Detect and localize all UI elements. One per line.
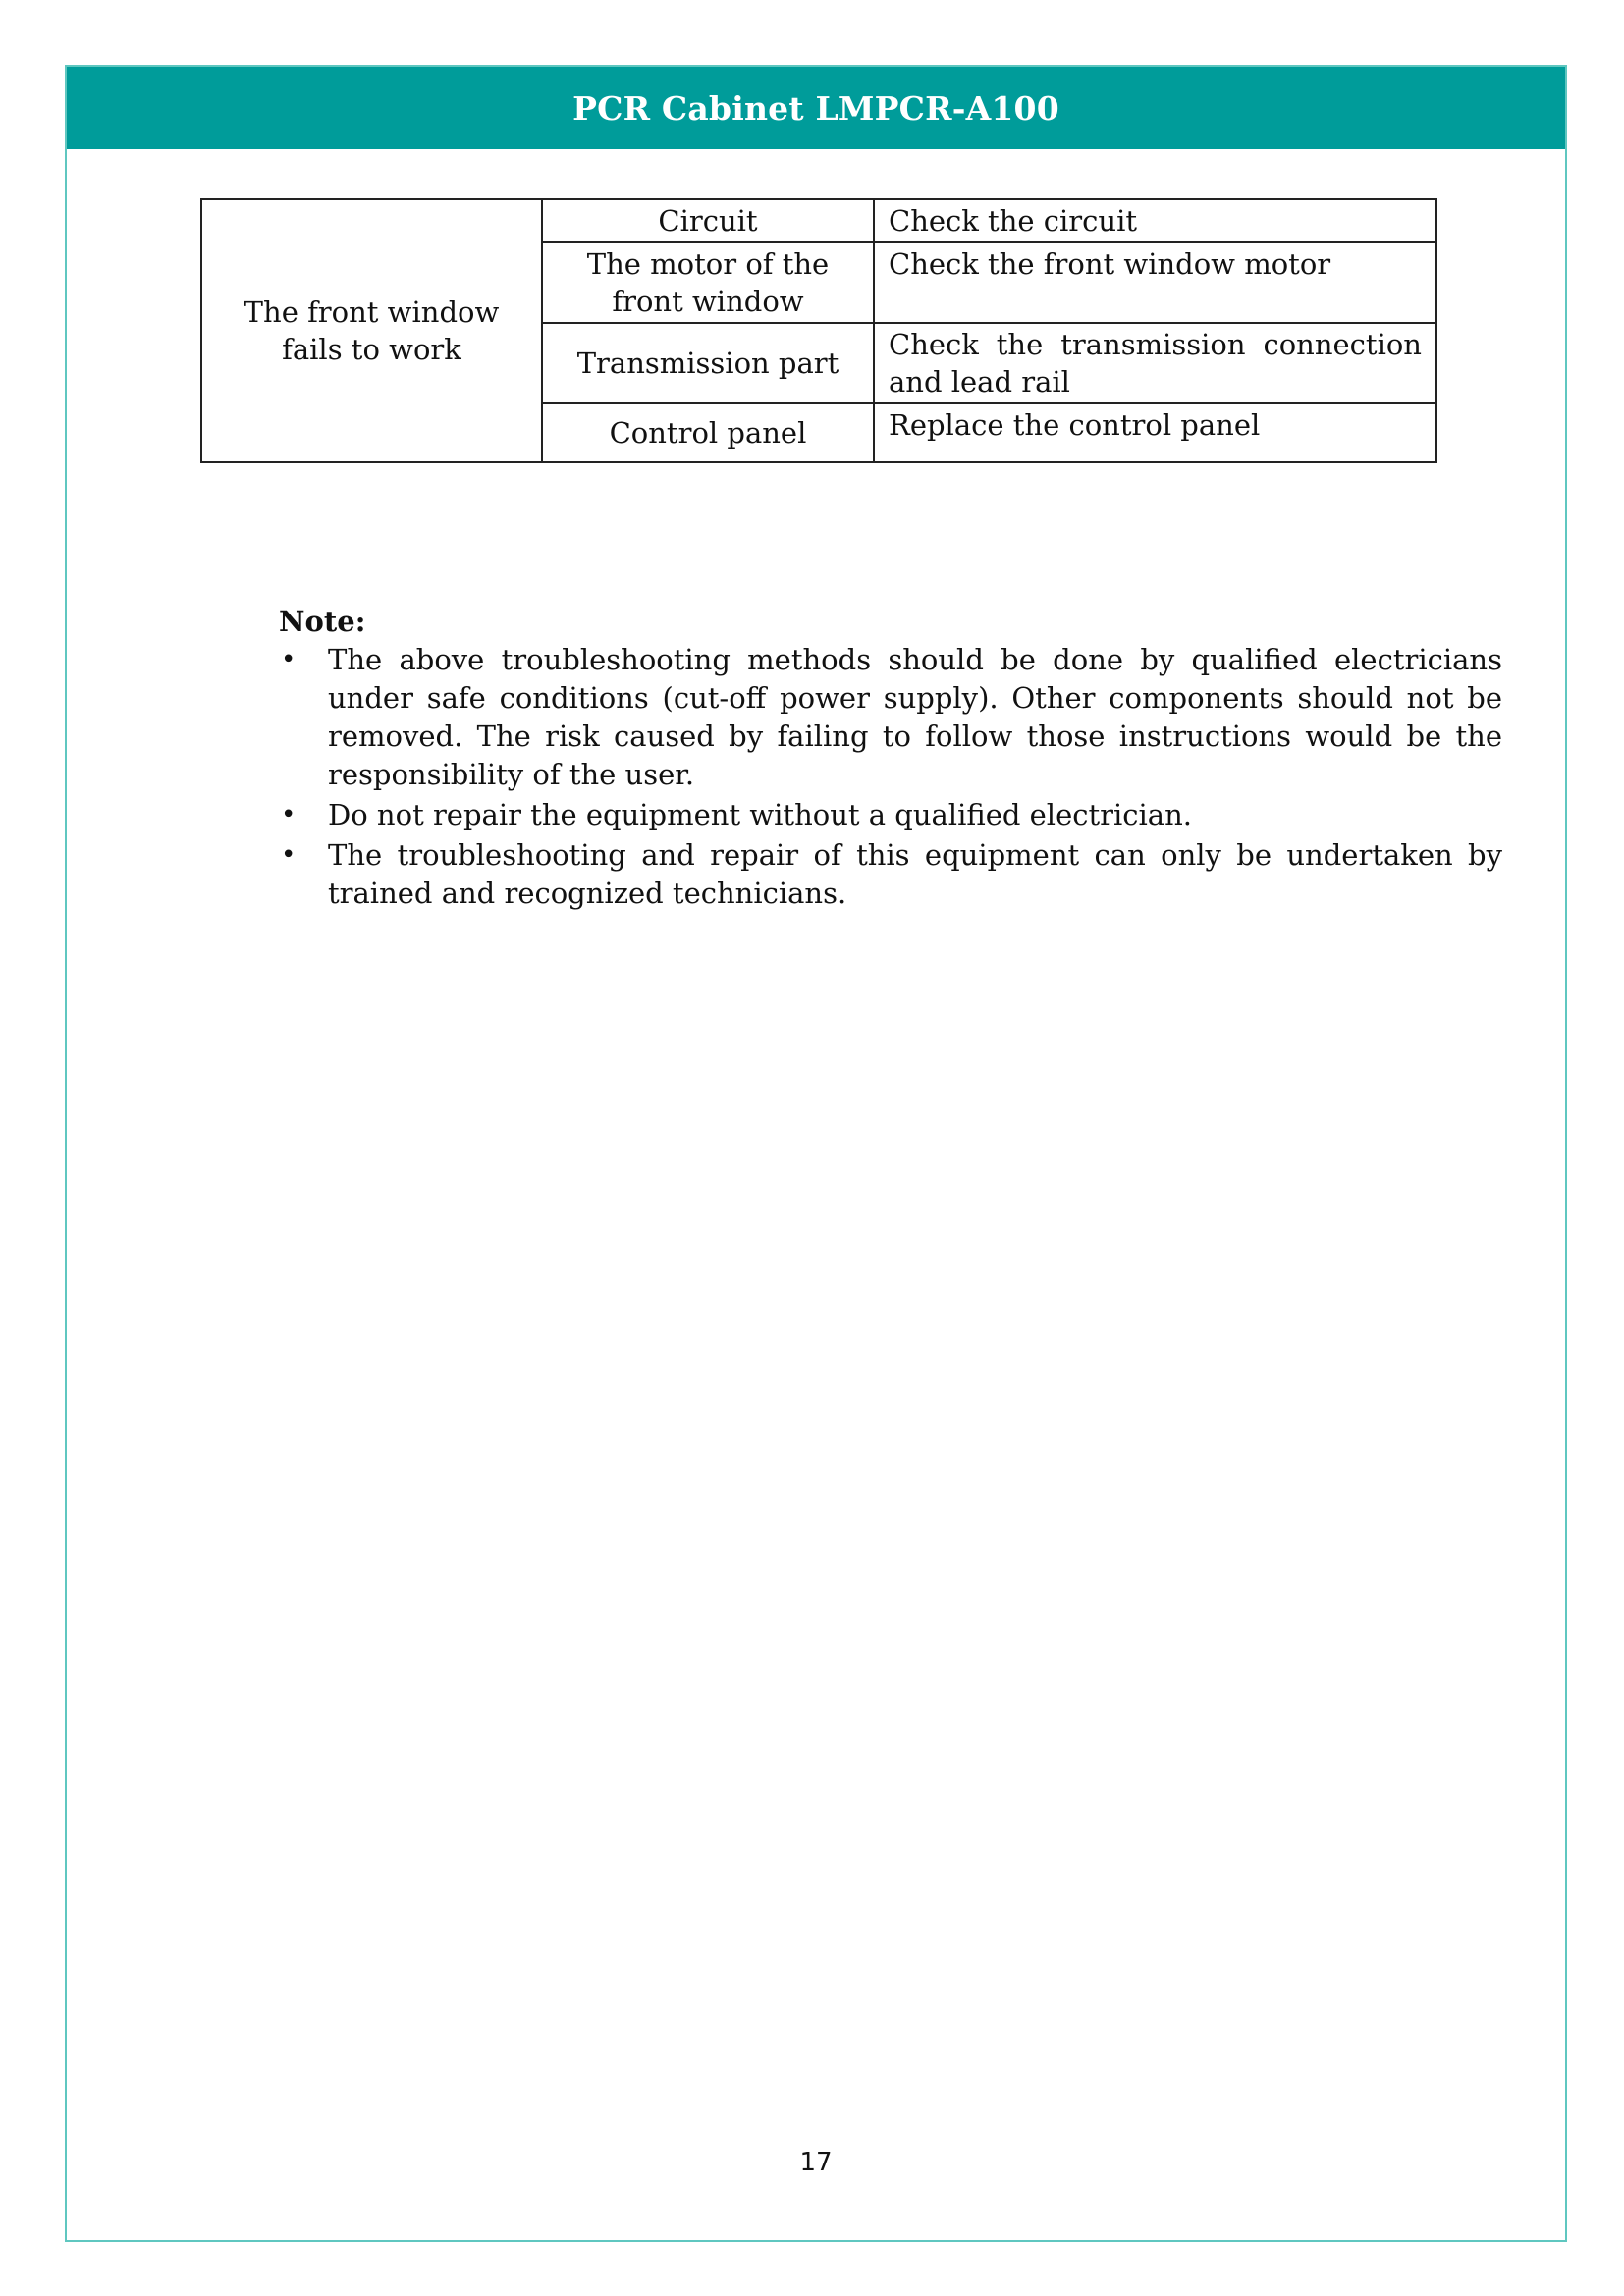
cause-cell: The motor of the front window xyxy=(542,242,874,323)
page-frame xyxy=(65,65,1567,2242)
list-item xyxy=(279,836,1502,913)
bullet-icon: • xyxy=(281,840,297,870)
remedy-cell: Check the circuit xyxy=(874,199,1436,242)
bullet-icon: • xyxy=(281,800,297,829)
remedy-cell: Check the transmission connection and lead rail xyxy=(874,323,1436,403)
note-section xyxy=(279,603,1502,915)
cause-cell: Circuit xyxy=(542,199,874,242)
note-text: Do not repair the equipment without a qualified electrician. xyxy=(328,798,1192,831)
header-band xyxy=(67,67,1565,149)
remedy-cell: Replace the control panel xyxy=(874,403,1436,462)
list-item xyxy=(279,796,1502,834)
note-text: The above troubleshooting methods should be done by qualified electricians under safe conditions (cut-off power supply). Other components should not be removed. The risk caused by failing to follow those instructions would be the responsibility of the user. xyxy=(328,643,1502,791)
symptom-cell: The front window fails to work xyxy=(201,199,542,462)
note-list xyxy=(279,641,1502,913)
troubleshooting-table xyxy=(200,198,1437,463)
note-text: The troubleshooting and repair of this equipment can only be undertaken by trained and recognized technicians. xyxy=(328,838,1502,910)
document-title: PCR Cabinet LMPCR-A100 xyxy=(572,88,1059,128)
remedy-cell: Check the front window motor xyxy=(874,242,1436,323)
bullet-icon: • xyxy=(281,645,297,674)
table-row xyxy=(201,199,1436,242)
cause-cell: Transmission part xyxy=(542,323,874,403)
cause-cell: Control panel xyxy=(542,403,874,462)
list-item xyxy=(279,641,1502,794)
note-heading: Note: xyxy=(279,605,366,638)
page-number: 17 xyxy=(799,2148,833,2177)
